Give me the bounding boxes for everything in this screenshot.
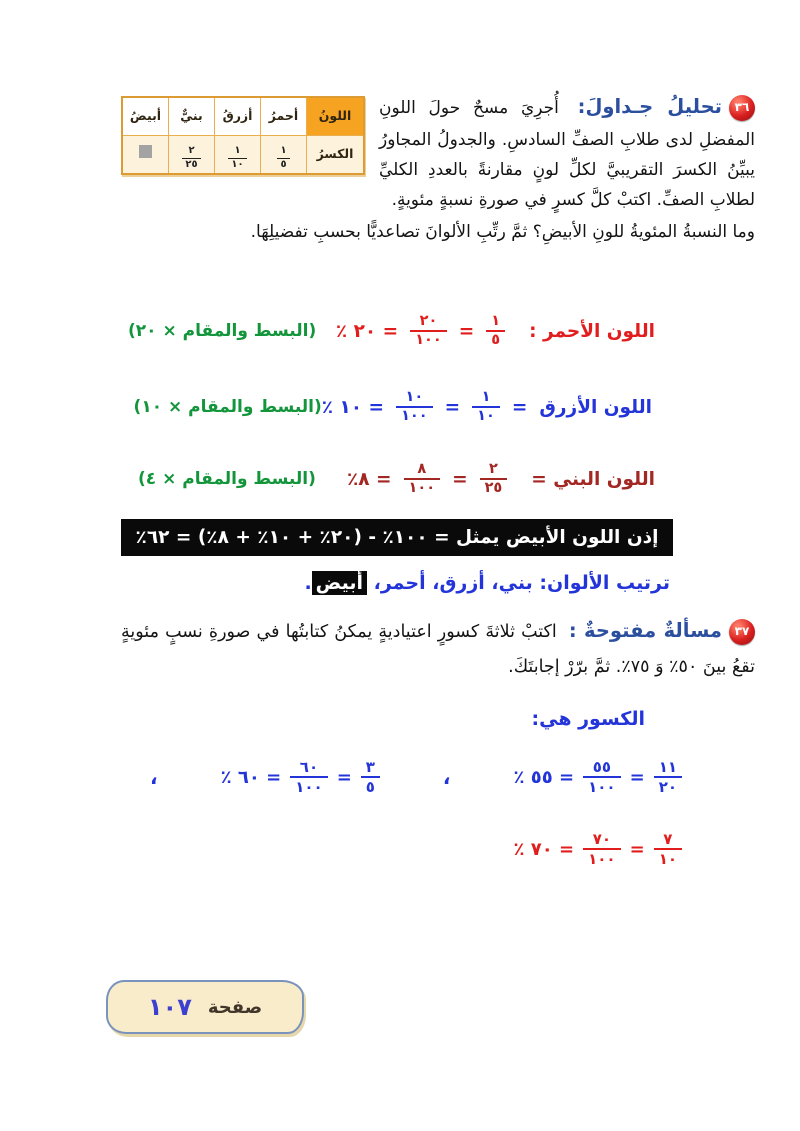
fraction-denominator: ١٠٠ bbox=[396, 406, 433, 425]
percent-result: = ١٠ ٪ bbox=[321, 396, 385, 418]
problem-37-text: اكتبْ ثلاثةَ كسورٍ اعتياديةٍ يمكنُ كتابتُها في صورةِ نسبٍ مئويةٍ تقعُ بينَ ٥٠٪ وَ ٧٥٪. ثمَّ برّرْ إجابتَكَ. bbox=[121, 622, 755, 678]
color-label-red: اللون الأحمر : bbox=[529, 320, 655, 342]
fraction-seventy-hundredths bbox=[583, 830, 620, 868]
equals-sign: = bbox=[511, 396, 528, 418]
ordering-highlight-white: أبيض bbox=[312, 571, 367, 595]
fraction-denominator: ١٠٠ bbox=[404, 478, 441, 497]
fraction-numerator: ٥٥ bbox=[592, 758, 612, 776]
problem-36 bbox=[121, 90, 755, 248]
fraction-denominator: ٢٥ bbox=[182, 158, 200, 172]
equals-sign: = bbox=[458, 320, 475, 342]
color-cell-blue: أزرقُ bbox=[215, 97, 261, 136]
section-title-open-problem: مسألةٌ مفتوحةٌ : bbox=[568, 619, 722, 642]
section-title-table-analysis: تحليلُ جـداولَ: bbox=[577, 95, 722, 118]
percent-result: = ٢٠ ٪ bbox=[335, 320, 399, 342]
fraction-sixty-hundredths bbox=[290, 758, 327, 796]
ordering-sequence: بني، أزرق، أحمر، bbox=[373, 572, 533, 594]
equals-sign: = bbox=[629, 838, 645, 860]
fraction-numerator: ١ bbox=[481, 388, 491, 405]
answer-group-60 bbox=[221, 758, 380, 796]
fraction-numerator: ٨ bbox=[417, 460, 427, 477]
ordering-period: . bbox=[304, 572, 312, 594]
percent-result: = ٦٠ ٪ bbox=[220, 766, 282, 788]
page-number: ١٠٧ bbox=[147, 993, 192, 1021]
equation-brown bbox=[347, 461, 655, 498]
fraction-numerator: ١ bbox=[280, 145, 287, 156]
fraction-fiftyfive-hundredths bbox=[583, 758, 620, 796]
fraction-one-fifth bbox=[486, 313, 505, 350]
fraction-denominator: ٢٥ bbox=[480, 478, 508, 497]
answer-group-55 bbox=[514, 758, 682, 796]
page-word: صفحة bbox=[207, 996, 263, 1018]
answers-row-1 bbox=[150, 746, 682, 808]
fraction-three-fifths bbox=[361, 758, 380, 796]
equals-sign: = bbox=[452, 468, 468, 490]
fraction-denominator: ٥ bbox=[277, 158, 289, 172]
color-ordering-line bbox=[304, 572, 670, 594]
fraction-numerator: ٧٠ bbox=[592, 830, 612, 848]
percent-result: = ٨٪ bbox=[346, 468, 392, 490]
problem-number-badge bbox=[729, 619, 755, 645]
fraction-twenty-hundredths bbox=[410, 313, 447, 350]
table-header-color: اللونُ bbox=[307, 97, 365, 136]
color-cell-white: أبيضُ bbox=[122, 97, 169, 136]
equals-sign: = bbox=[444, 396, 461, 418]
color-cell-brown: بنيٌّ bbox=[169, 97, 215, 136]
answers-row-2 bbox=[500, 818, 682, 880]
equals-sign: = bbox=[336, 766, 352, 788]
table-row-fractions bbox=[122, 136, 364, 175]
fraction-numerator: ٢٠ bbox=[419, 312, 438, 329]
fraction-ten-hundredths bbox=[396, 389, 433, 426]
color-fraction-table bbox=[121, 96, 365, 175]
fraction-denominator: ١٠ bbox=[654, 848, 682, 868]
equals-sign: = bbox=[629, 766, 645, 788]
equation-blue bbox=[322, 389, 652, 426]
fraction-denominator: ١٠٠ bbox=[410, 330, 447, 349]
color-cell-red: أحمرُ bbox=[261, 97, 307, 136]
problem-number: ٣٦ bbox=[734, 100, 750, 115]
list-separator: ، bbox=[442, 765, 451, 789]
fraction-denominator: ١٠٠ bbox=[583, 776, 620, 796]
answer-group-70 bbox=[514, 830, 682, 868]
problem-number: ٣٧ bbox=[734, 624, 750, 639]
solution-row-blue bbox=[133, 378, 652, 436]
fraction-numerator: ٢ bbox=[489, 460, 498, 477]
fraction-eight-hundredths bbox=[404, 461, 441, 498]
list-separator: ، bbox=[150, 765, 158, 789]
multiplication-note: (البسط والمقام × ٢٠) bbox=[128, 321, 317, 341]
fraction-numerator: ٧ bbox=[663, 830, 673, 848]
fraction-numerator: ٦٠ bbox=[299, 758, 319, 776]
fraction-numerator: ٣ bbox=[365, 758, 375, 776]
multiplication-note: (البسط والمقام × ١٠) bbox=[133, 397, 322, 417]
equation-red bbox=[336, 313, 655, 350]
fraction-numerator: ١ bbox=[491, 312, 501, 329]
color-label-brown: اللون البني = bbox=[531, 468, 655, 490]
fraction-two-twentyfifths bbox=[480, 461, 508, 498]
solution-row-red bbox=[128, 302, 655, 360]
fraction-cell-blue bbox=[215, 136, 261, 175]
fraction-denominator: ٥ bbox=[486, 330, 505, 349]
percent-result: = ٧٠ ٪ bbox=[513, 838, 575, 860]
fraction-numerator: ٢ bbox=[188, 145, 195, 156]
solution-row-brown bbox=[138, 450, 655, 508]
fraction-denominator: ١٠٠ bbox=[583, 848, 620, 868]
fraction-denominator: ١٠ bbox=[228, 158, 246, 172]
white-color-conclusion-banner: إذن اللون الأبيض يمثل = ١٠٠٪ - (٢٠٪ + ١٠٪ + ٨٪) = ٦٢٪ bbox=[121, 519, 673, 556]
page-footer-badge bbox=[106, 980, 304, 1034]
multiplication-note: (البسط والمقام × ٤) bbox=[138, 469, 316, 489]
problem-36-question: وما النسبةُ المئويةُ للونِ الأبيضِ؟ ثمَّ رتِّبِ الألوانَ تصاعديًّا بحسبِ تفضيلِهَا. bbox=[250, 222, 755, 243]
fraction-one-tenth bbox=[472, 389, 500, 426]
fraction-cell-brown bbox=[169, 136, 215, 175]
fraction-denominator: ٥ bbox=[361, 776, 380, 796]
fraction-numerator: ١ bbox=[234, 145, 241, 156]
fraction-eleven-twentieths bbox=[654, 758, 682, 796]
answers-label: الكسور هي: bbox=[531, 708, 645, 730]
fraction-seven-tenths bbox=[654, 830, 682, 868]
table-header-fraction: الكسرُ bbox=[307, 136, 365, 175]
fraction-denominator: ١٠ bbox=[472, 406, 500, 425]
problem-37 bbox=[121, 612, 755, 684]
unknown-fraction-square bbox=[139, 145, 152, 158]
ordering-label: ترتيب الألوان: bbox=[539, 572, 670, 594]
problem-number-badge bbox=[729, 95, 755, 121]
fraction-numerator: ١١ bbox=[658, 758, 677, 776]
fraction-denominator: ١٠٠ bbox=[290, 776, 327, 796]
fraction-cell-red bbox=[261, 136, 307, 175]
table-row-colors bbox=[122, 97, 364, 136]
fraction-cell-white bbox=[122, 136, 169, 175]
fraction-denominator: ٢٠ bbox=[654, 776, 682, 796]
percent-result: = ٥٥ ٪ bbox=[513, 766, 575, 788]
fraction-numerator: ١٠ bbox=[405, 388, 424, 405]
color-label-blue: اللون الأزرق bbox=[539, 396, 652, 418]
problem-36-text: أُجرِيَ مسحٌ حولَ اللونِ المفضلِ لدى طلابِ الصفِّ السادسِ. والجدولُ المجاورُ يبيِّنُ الكسرَ التقريبيَّ لكلِّ لونٍ مقارنةً بالعددِ الكليِّ لطلابِ الصفِّ. اكتبْ كلَّ كسرٍ في صورةِ نسبةٍ مئويةٍ. bbox=[379, 98, 755, 211]
